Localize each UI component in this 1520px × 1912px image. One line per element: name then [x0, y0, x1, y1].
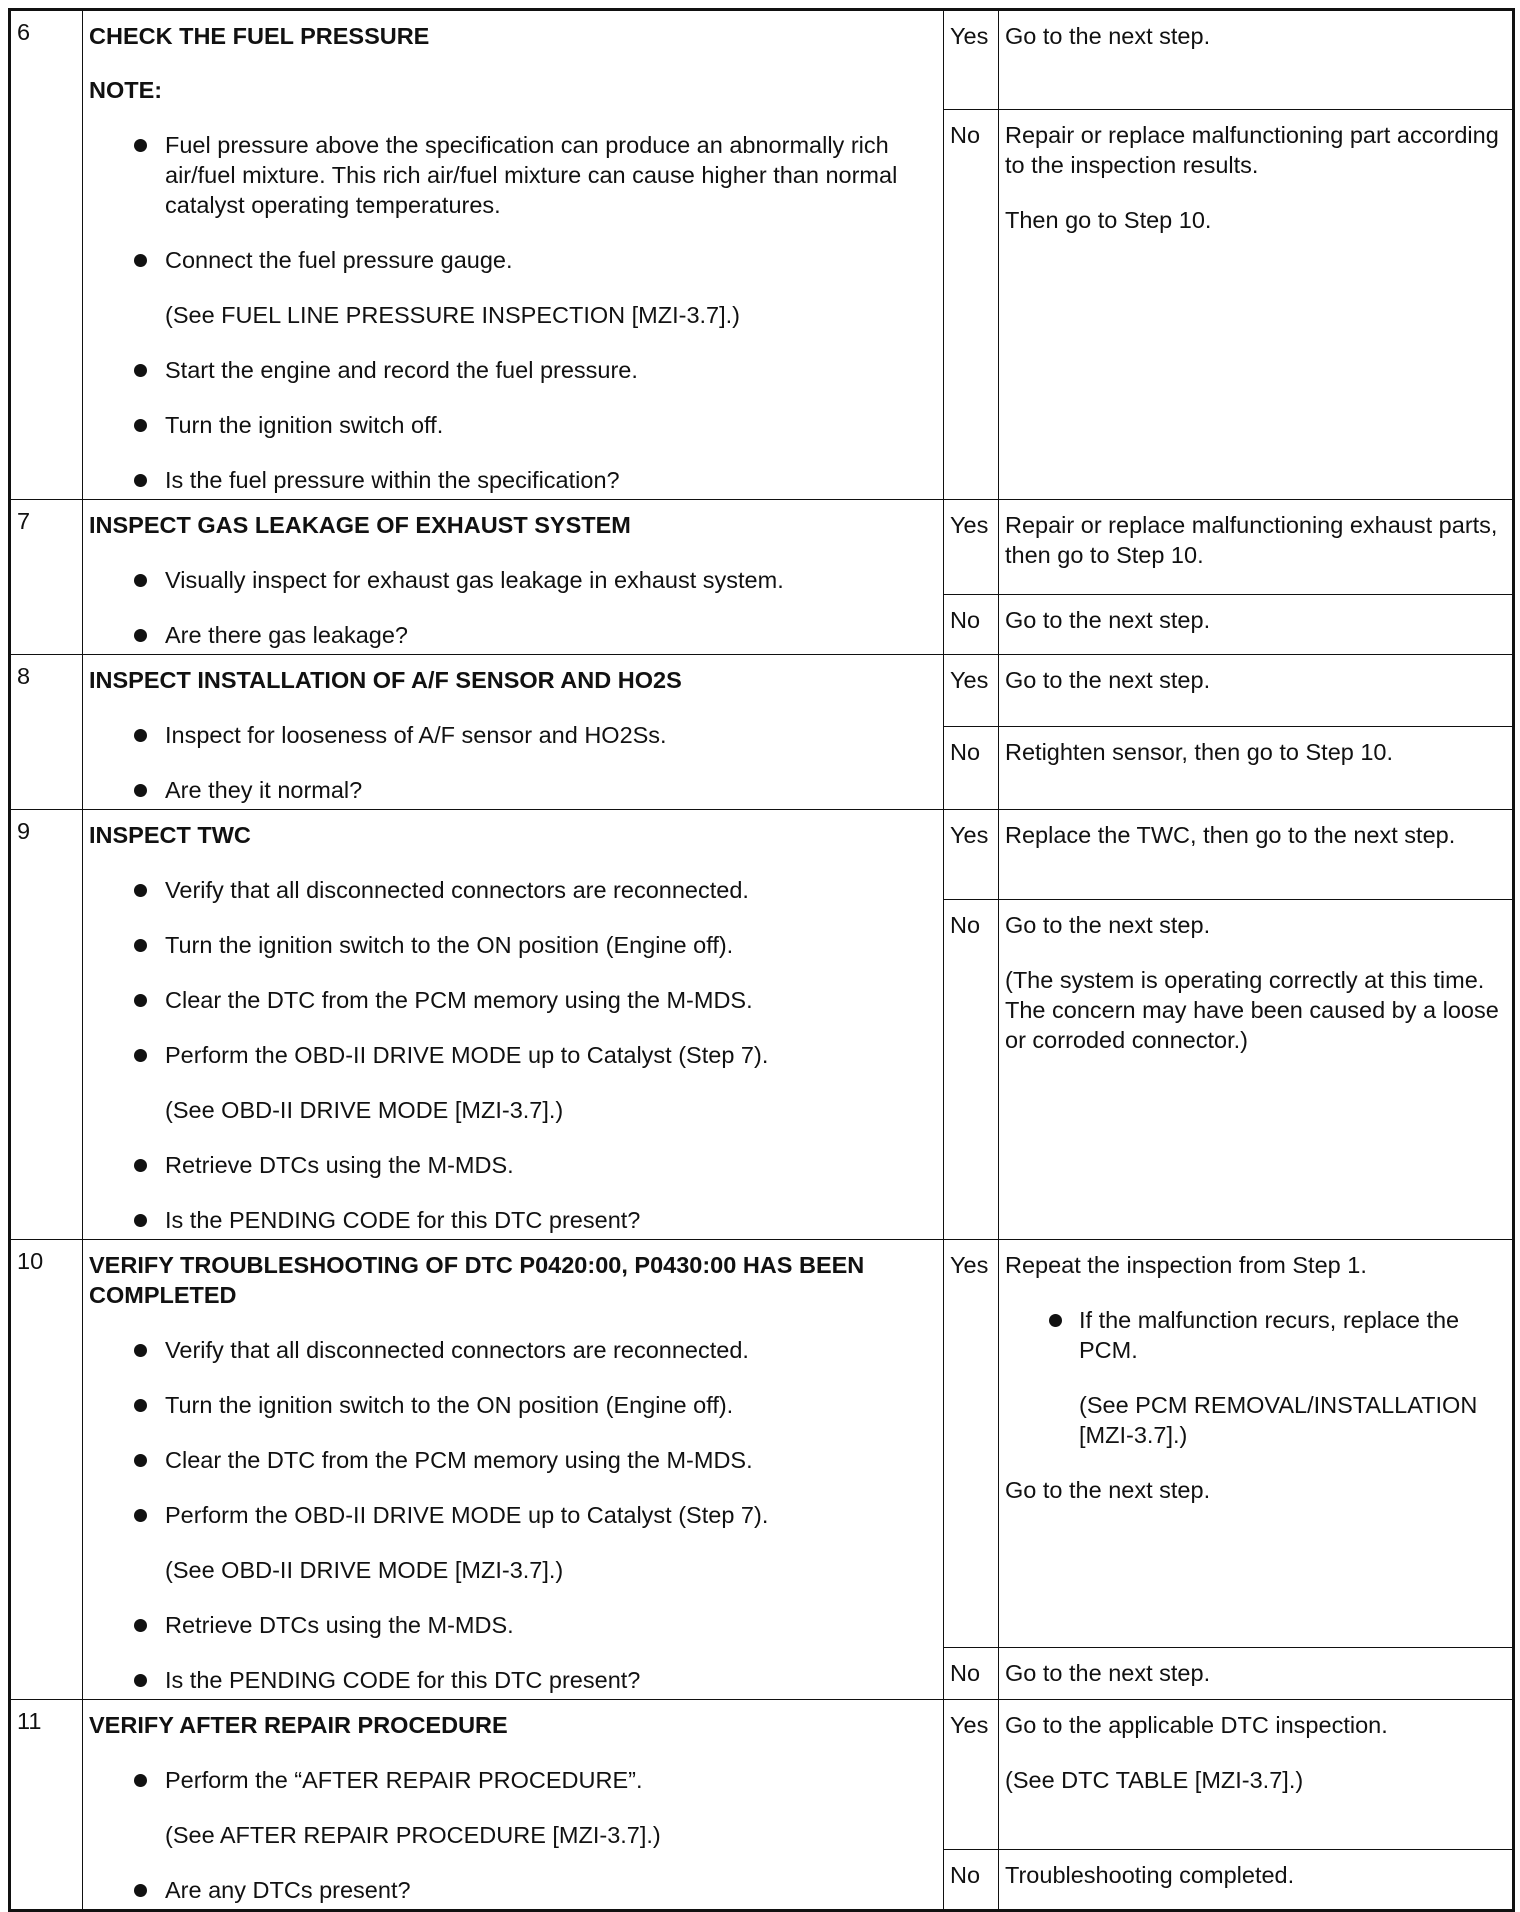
step-number: 10 [10, 1240, 83, 1700]
check-item: Perform the OBD-II DRIVE MODE up to Catalyst (Step 7). [89, 1500, 937, 1530]
step-title: INSPECT INSTALLATION OF A/F SENSOR AND HO2S [89, 667, 682, 693]
check-item: Are any DTCs present? [89, 1875, 937, 1905]
yes-label: Yes [944, 1700, 999, 1850]
check-item: Perform the “AFTER REPAIR PROCEDURE”. [89, 1765, 937, 1795]
check-item: Fuel pressure above the specification can produce an abnormally rich air/fuel mixture. This rich air/fuel mixture can cause higher than normal catalyst operating temperatures. [89, 130, 937, 220]
check-list [89, 1335, 937, 1530]
check-item: Clear the DTC from the PCM memory using the M-MDS. [89, 985, 937, 1015]
no-label: No [944, 1648, 999, 1700]
check-item: Start the engine and record the fuel pressure. [89, 355, 937, 385]
no-action: Troubleshooting completed. [999, 1850, 1514, 1911]
check-item: Turn the ignition switch off. [89, 410, 937, 440]
troubleshooting-table [8, 8, 1515, 1912]
yes-label: Yes [944, 655, 999, 727]
yes-action: Repeat the inspection from Step 1. If the malfunction recurs, replace the PCM. (See PCM REMOVAL/INSTALLATION [MZI-3.7].) Go to the next step. [999, 1240, 1514, 1648]
yes-label: Yes [944, 10, 999, 110]
check-list [89, 1765, 937, 1795]
no-action: Repair or replace malfunctioning part according to the inspection results. Then go to Step 10. [999, 110, 1514, 500]
troubleshooting-sheet [8, 8, 1512, 1912]
step-number: 11 [10, 1700, 83, 1911]
step-title: INSPECT TWC [89, 822, 251, 848]
check-list [89, 1150, 937, 1235]
yes-action: Go to the applicable DTC inspection. (See DTC TABLE [MZI-3.7].) [999, 1700, 1514, 1850]
step-7-check [83, 500, 944, 655]
reference-link: (See OBD-II DRIVE MODE [MZI-3.7].) [165, 1097, 564, 1123]
reference-link: (See PCM REMOVAL/INSTALLATION [MZI-3.7].) [1079, 1392, 1478, 1448]
no-label: No [944, 110, 999, 500]
no-action: Retighten sensor, then go to Step 10. [999, 727, 1514, 810]
step-number: 9 [10, 810, 83, 1240]
no-label: No [944, 1850, 999, 1911]
yes-label: Yes [944, 1240, 999, 1648]
step-7-yes-row [10, 500, 1514, 595]
note-label: NOTE: [89, 77, 163, 103]
check-item: Verify that all disconnected connectors are reconnected. [89, 875, 937, 905]
step-title: CHECK THE FUEL PRESSURE [89, 23, 430, 49]
check-item: Connect the fuel pressure gauge. [89, 245, 937, 275]
yes-action: Go to the next step. [999, 655, 1514, 727]
check-item: Perform the OBD-II DRIVE MODE up to Catalyst (Step 7). [89, 1040, 937, 1070]
reference-link: (See FUEL LINE PRESSURE INSPECTION [MZI-3.7].) [165, 302, 741, 328]
check-list [89, 130, 937, 275]
reference-link: (See AFTER REPAIR PROCEDURE [MZI-3.7].) [165, 1822, 661, 1848]
no-label: No [944, 900, 999, 1240]
step-11-yes-row [10, 1700, 1514, 1850]
no-action: Go to the next step. [999, 595, 1514, 655]
step-8-yes-row [10, 655, 1514, 727]
check-list [89, 875, 937, 1070]
step-title: VERIFY TROUBLESHOOTING OF DTC P0420:00, P0430:00 HAS BEEN COMPLETED [89, 1252, 865, 1308]
reference-link: (See OBD-II DRIVE MODE [MZI-3.7].) [165, 1557, 564, 1583]
check-item: Turn the ignition switch to the ON position (Engine off). [89, 930, 937, 960]
no-label: No [944, 727, 999, 810]
no-action: Go to the next step. (The system is operating correctly at this time. The concern may have been caused by a loose or corroded connector.) [999, 900, 1514, 1240]
step-9-check [83, 810, 944, 1240]
step-9-yes-row [10, 810, 1514, 900]
yes-action: Replace the TWC, then go to the next step. [999, 810, 1514, 900]
check-item: Clear the DTC from the PCM memory using the M-MDS. [89, 1445, 937, 1475]
yes-label: Yes [944, 500, 999, 595]
check-item: Is the PENDING CODE for this DTC present? [89, 1665, 937, 1695]
action-list [1005, 1305, 1506, 1365]
yes-label: Yes [944, 810, 999, 900]
yes-action: Repair or replace malfunctioning exhaust parts, then go to Step 10. [999, 500, 1514, 595]
check-item: Visually inspect for exhaust gas leakage in exhaust system. [89, 565, 937, 595]
step-11-check [83, 1700, 944, 1911]
step-6-check [83, 10, 944, 500]
check-list [89, 355, 937, 495]
check-item: Turn the ignition switch to the ON position (Engine off). [89, 1390, 937, 1420]
check-item: Are there gas leakage? [89, 620, 937, 650]
step-number: 8 [10, 655, 83, 810]
step-6-yes-row [10, 10, 1514, 110]
action-item: If the malfunction recurs, replace the PCM. [1005, 1305, 1506, 1365]
check-list [89, 565, 937, 650]
step-title: INSPECT GAS LEAKAGE OF EXHAUST SYSTEM [89, 512, 631, 538]
check-item: Retrieve DTCs using the M-MDS. [89, 1150, 937, 1180]
check-list [89, 720, 937, 805]
check-item: Is the fuel pressure within the specification? [89, 465, 937, 495]
step-number: 6 [10, 10, 83, 500]
check-item: Verify that all disconnected connectors are reconnected. [89, 1335, 937, 1365]
check-list [89, 1875, 937, 1905]
check-item: Retrieve DTCs using the M-MDS. [89, 1610, 937, 1640]
step-8-check [83, 655, 944, 810]
check-item: Is the PENDING CODE for this DTC present? [89, 1205, 937, 1235]
step-10-yes-row [10, 1240, 1514, 1648]
no-label: No [944, 595, 999, 655]
step-10-check [83, 1240, 944, 1700]
check-list [89, 1610, 937, 1695]
check-item: Inspect for looseness of A/F sensor and HO2Ss. [89, 720, 937, 750]
no-action: Go to the next step. [999, 1648, 1514, 1700]
step-number: 7 [10, 500, 83, 655]
check-item: Are they it normal? [89, 775, 937, 805]
step-title: VERIFY AFTER REPAIR PROCEDURE [89, 1712, 508, 1738]
yes-action: Go to the next step. [999, 10, 1514, 110]
